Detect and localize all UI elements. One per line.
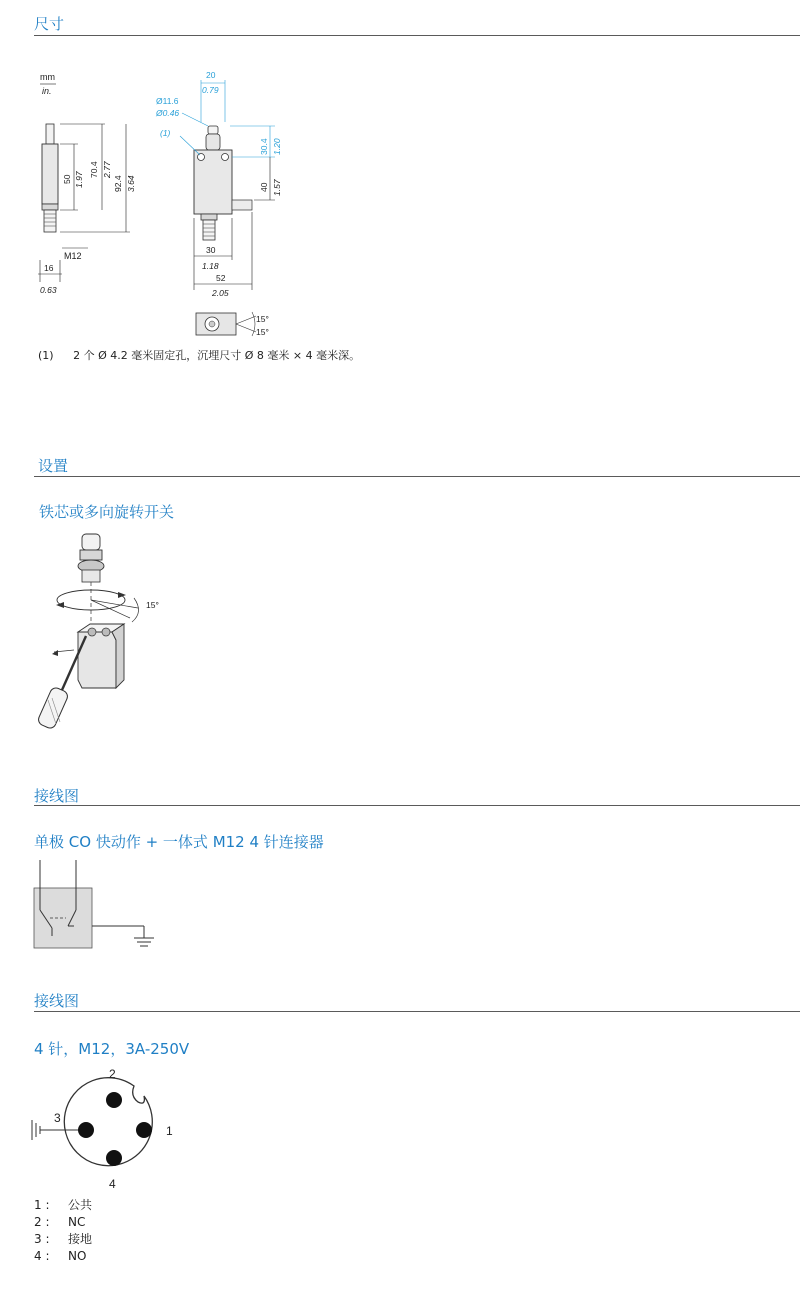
footnote-text: 2 个 Ø 4.2 毫米固定孔，沉埋尺寸 Ø 8 毫米 × 4 毫米深。 xyxy=(73,349,361,362)
section-title-setting: 设置 xyxy=(38,457,69,475)
pin-legend xyxy=(34,1197,92,1265)
legend-num: 4 : xyxy=(34,1249,50,1263)
pin-4 xyxy=(106,1150,122,1166)
dim-w52-mm: 52 xyxy=(216,273,226,283)
dim-width-in: 0.79 xyxy=(202,85,219,95)
dim-body-in: 1.97 xyxy=(74,171,84,188)
section-divider xyxy=(34,805,800,806)
section-title-wiring-1: 接线图 xyxy=(34,787,80,805)
dim-angle-a: 15° xyxy=(256,314,269,324)
dim-h2-mm: 40 xyxy=(259,182,269,192)
legend-item xyxy=(34,1231,92,1248)
dim-total-in: 3.64 xyxy=(126,175,136,192)
legend-label: NO xyxy=(68,1249,87,1263)
dim-side-in: 0.63 xyxy=(40,285,57,295)
dim-angle-b: 15° xyxy=(256,327,269,337)
legend-label: 接地 xyxy=(68,1232,93,1246)
dim-width-mm: 20 xyxy=(206,70,216,80)
footnote xyxy=(38,347,360,363)
dim-h2-in: 1.57 xyxy=(272,179,282,196)
dim-thread: M12 xyxy=(64,251,82,261)
legend-label: NC xyxy=(68,1215,86,1229)
legend-item xyxy=(34,1214,92,1231)
section-subtitle-wiring-2: 4 针，M12，3A-250V xyxy=(34,1040,190,1058)
section-subtitle-wiring-1: 单极 CO 快动作 + 一体式 M12 4 针连接器 xyxy=(34,833,324,851)
m12-connector-pinout xyxy=(26,1062,186,1190)
dimension-drawing xyxy=(30,60,290,345)
legend-item xyxy=(34,1197,92,1214)
dim-dia-in: Ø0.46 xyxy=(156,108,180,118)
dim-w30-in: 1.18 xyxy=(202,261,219,271)
pin-1 xyxy=(136,1122,152,1138)
legend-item xyxy=(34,1248,92,1265)
dim-h1-in: 1.20 xyxy=(272,138,282,155)
section-divider xyxy=(34,1011,800,1012)
switch-body xyxy=(78,624,124,688)
dim-side-mm: 16 xyxy=(44,263,54,273)
pin-2 xyxy=(106,1092,122,1108)
pin-label-1: 1 xyxy=(166,1124,173,1138)
dim-dia-mm: Ø11.6 xyxy=(156,96,179,106)
dim-total-mm: 92.4 xyxy=(113,175,123,192)
dim-note-ref: (1) xyxy=(160,128,171,138)
section-subtitle-setting: 铁芯或多向旋转开关 xyxy=(39,503,175,521)
section-divider xyxy=(34,35,800,36)
setting-angle-label: 15° xyxy=(146,600,159,610)
dim-h3-mm: 70.4 xyxy=(89,161,99,178)
legend-num: 3 : xyxy=(34,1232,50,1246)
section-title-dimensions: 尺寸 xyxy=(34,15,65,33)
units-mm: mm xyxy=(40,72,55,82)
dim-w52-in: 2.05 xyxy=(212,288,229,298)
pin-label-2: 2 xyxy=(109,1067,116,1081)
dim-h3-in: 2.77 xyxy=(102,161,112,178)
screwdriver-icon xyxy=(37,636,86,730)
legend-label: 公共 xyxy=(68,1198,93,1212)
contact-schematic xyxy=(30,856,170,956)
units-in: in. xyxy=(42,86,52,96)
legend-num: 1 : xyxy=(34,1198,50,1212)
pin-3 xyxy=(78,1122,94,1138)
section-title-wiring-2: 接线图 xyxy=(34,992,80,1010)
section-divider xyxy=(34,476,800,477)
pin-label-4: 4 xyxy=(109,1177,116,1190)
setting-illustration xyxy=(34,528,174,740)
dim-body-mm: 50 xyxy=(62,174,72,184)
dim-h1-mm: 30.4 xyxy=(259,138,269,155)
dim-w30-mm: 30 xyxy=(206,245,216,255)
switch-front-view xyxy=(194,126,252,240)
pin-label-3: 3 xyxy=(54,1111,61,1125)
footnote-ref: (1) xyxy=(38,349,54,362)
plunger-head xyxy=(78,534,104,582)
legend-num: 2 : xyxy=(34,1215,50,1229)
switch-top-view xyxy=(196,312,256,336)
